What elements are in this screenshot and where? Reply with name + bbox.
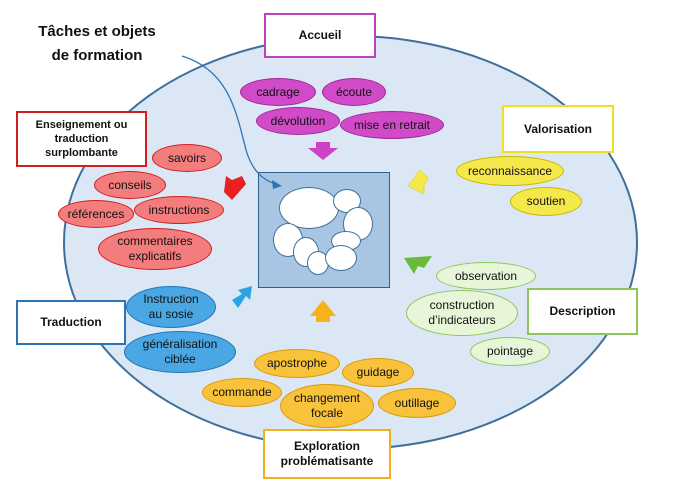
pill-instruction-sosie-line-2: au sosie [148, 307, 194, 321]
pill-cadrage [240, 78, 316, 106]
pill-references-label: références [67, 206, 125, 221]
pill-soutien [510, 187, 582, 216]
pill-commande-label: commande [212, 385, 272, 399]
arrow-traduction [232, 286, 252, 308]
pill-guidage-label: guidage [356, 365, 400, 379]
box-enseignement [16, 111, 147, 167]
box-traduction [16, 300, 126, 345]
pill-savoirs-label: savoirs [167, 150, 206, 165]
box-description-label: Description [549, 304, 616, 318]
pill-devolution-label: dévolution [270, 113, 326, 128]
pill-pointage-label: pointage [486, 344, 534, 358]
pill-commentaires-line-2: explicatifs [128, 249, 182, 263]
pill-guidage [342, 358, 414, 387]
pill-generalisation-line-2: ciblée [164, 352, 196, 366]
pill-changement-focale [280, 384, 374, 428]
pill-apostrophe-label: apostrophe [266, 356, 328, 370]
pill-soutien-label: soutien [526, 194, 566, 208]
arrow-exploration [310, 300, 336, 322]
pill-construction-line-1: construction [429, 298, 495, 312]
pill-instructions [134, 196, 224, 224]
pill-cadrage-label: cadrage [256, 84, 300, 99]
pill-commentaires [98, 228, 212, 270]
pill-outillage-label: outillage [394, 395, 440, 410]
pill-outillage [378, 388, 456, 418]
pill-instruction-sosie-line-1: Instruction [143, 292, 199, 306]
pill-conseils-label: conseils [108, 177, 152, 192]
pill-commentaires-line-1: commentaires [117, 234, 193, 248]
arrow-valorisation [408, 170, 428, 194]
box-valorisation-label: Valorisation [523, 121, 593, 136]
pill-observation-label: observation [454, 268, 518, 283]
arrow-enseignement [224, 176, 246, 200]
pill-apostrophe [254, 349, 340, 378]
title-line-2: de formation [51, 47, 143, 64]
pill-ecoute-label: écoute [335, 84, 373, 99]
pill-savoirs [152, 144, 222, 172]
pill-changement-line-1: changement [293, 391, 361, 405]
pill-mise-en-retrait [340, 111, 444, 139]
box-accueil-label: Accueil [298, 28, 342, 42]
pill-pointage [470, 337, 550, 366]
pill-construction-line-2: d’indicateurs [428, 313, 496, 327]
connector-arrowhead [272, 180, 282, 189]
pill-instructions-label: instructions [148, 202, 210, 217]
box-traduction-label: Traduction [40, 315, 102, 329]
arrow-accueil [308, 142, 338, 160]
pill-devolution [256, 107, 340, 135]
box-enseignement-line-3: surplombante [45, 147, 118, 159]
arrow-description [404, 256, 432, 274]
box-valorisation [502, 105, 614, 153]
pill-construction [406, 290, 518, 336]
box-enseignement-line-1: Enseignement ou [35, 119, 128, 131]
pill-generalisation-line-1: généralisation [142, 337, 218, 351]
pill-changement-line-2: focale [310, 406, 344, 420]
pill-conseils [94, 171, 166, 199]
box-exploration-line-1: Exploration [293, 439, 360, 453]
pill-mise-en-retrait-label: mise en retrait [353, 117, 431, 132]
box-accueil [264, 13, 376, 58]
pill-observation [436, 262, 536, 290]
box-exploration-line-2: problématisante [280, 454, 374, 468]
box-exploration [263, 429, 391, 479]
pill-reconnaissance [456, 156, 564, 186]
pill-commande [202, 378, 282, 407]
pill-generalisation [124, 331, 236, 373]
box-description [527, 288, 638, 335]
pill-references [58, 200, 134, 228]
title-line-1: Tâches et objets [38, 23, 156, 40]
box-enseignement-line-2: traduction [54, 133, 109, 145]
pill-ecoute [322, 78, 386, 106]
pill-reconnaissance-label: reconnaissance [467, 163, 553, 178]
pill-instruction-sosie [126, 286, 216, 328]
